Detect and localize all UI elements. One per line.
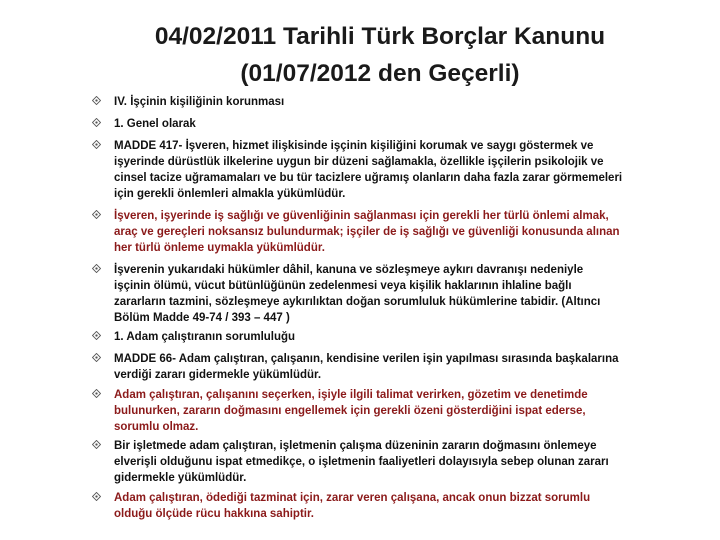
diamond-ornament-icon <box>92 331 101 340</box>
bullet-line: sorumlu olmaz. <box>114 421 199 433</box>
diamond-ornament-icon <box>92 96 101 105</box>
bullet-line: Adam çalıştıran, çalışanını seçerken, işiyle ilgili talimat verirken, gözetim ve denetimde <box>114 389 588 401</box>
bullet-line: işçinin ölümü, vücut bütünlüğünün zedelenmesi veya kişilik haklarının ihlaline bağlı <box>114 280 572 292</box>
diamond-ornament-icon <box>92 210 101 219</box>
bullet-line: verdiği zararı gidermekle yükümlüdür. <box>114 369 322 381</box>
bullet-line: İşveren, işyerinde iş sağlığı ve güvenliğinin sağlanması için gerekli her türlü önlemi almak, <box>114 210 609 222</box>
bullet-line: elverişli olduğunu ispat etmedikçe, o işletmenin faaliyetleri dolayısıyla sebep olunan zararı <box>114 456 609 468</box>
diamond-ornament-icon <box>92 140 101 149</box>
bullet-line: MADDE 417- İşveren, hizmet ilişkisinde işçinin kişiliğini korumak ve saygı göstermek ve <box>114 140 594 152</box>
bullet-line: araç ve gereçleri noksansız bulundurmak; işçiler de iş sağlığı ve güvenliği konusunda alınan <box>114 226 620 238</box>
diamond-ornament-icon <box>92 264 101 273</box>
bullet-line: MADDE 66- Adam çalıştıran, çalışanın, kendisine verilen işin yapılması sırasında başkalarına <box>114 353 619 365</box>
bullet-line: her türlü önleme uymakla yükümlüdür. <box>114 242 325 254</box>
slide-title-line-2: (01/07/2012 den Geçerli) <box>240 60 520 87</box>
bullet-line: 1. Adam çalıştıranın sorumluluğu <box>114 331 296 343</box>
bullet-line: 1. Genel olarak <box>114 118 196 130</box>
bullet-line: bulunurken, zararın doğmasını engellemek için gerekli özeni gösterdiğini ispat ederse, <box>114 405 586 417</box>
diamond-ornament-icon <box>92 492 101 501</box>
bullet-line: gidermekle yükümlüdür. <box>114 472 247 484</box>
bullet-line: Bir işletmede adam çalıştıran, işletmenin çalışma düzeninin zararın doğmasını önlemeye <box>114 440 597 452</box>
bullet-line: olduğu ölçüde rücu hakkına sahiptir. <box>114 508 315 520</box>
bullet-line: Adam çalıştıran, ödediği tazminat için, zarar veren çalışana, ancak onun bizzat sorumlu <box>114 492 591 504</box>
bullet-line: cinsel tacize uğramamaları ve bu tür tacizlere uğramış olanların daha fazla zarar görmemeleri <box>114 172 623 184</box>
diamond-ornament-icon <box>92 353 101 362</box>
diamond-ornament-icon <box>92 118 101 127</box>
diamond-ornament-icon <box>92 389 101 398</box>
bullet-line: Bölüm Madde 49-74 / 393 – 447 ) <box>114 312 290 324</box>
bullet-line: için gerekli önlemleri almakla yükümlüdür. <box>114 188 346 200</box>
slide-title-line-1: 04/02/2011 Tarihli Türk Borçlar Kanunu <box>154 23 606 50</box>
bullet-line: zararların tazmini, sözleşmeye aykırılıktan doğan sorumluluk hükümlerine tabidir. (Altıncı <box>114 296 601 308</box>
diamond-ornament-icon <box>92 440 101 449</box>
bullet-line: IV. İşçinin kişiliğinin korunması <box>114 96 285 108</box>
bullet-line: İşverenin yukarıdaki hükümler dâhil, kanuna ve sözleşmeye aykırı davranışı nedeniyle <box>114 264 584 276</box>
bullet-line: işyerinde dürüstlük ilkelerine uygun bir düzeni sağlamakla, özellikle işçilerin psikolojik ve <box>114 156 604 168</box>
